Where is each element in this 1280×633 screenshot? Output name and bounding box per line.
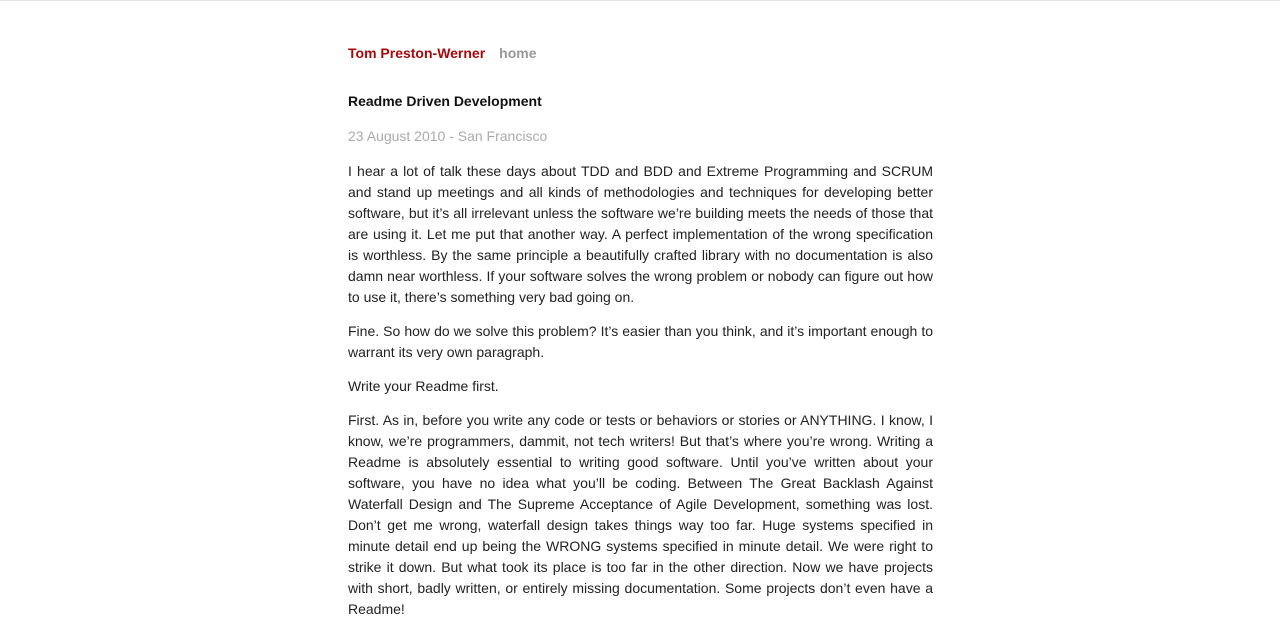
paragraph: I hear a lot of talk these days about TDD and BDD and Extreme Programming and SCRUM and stand up meetings and all kinds of methodologies and techniques for developing better software, but it’s all irrelevant unless the software we’re building meets the needs of those that are using it. Let me put that another way. A perfect implementation of the wrong specification is worthless. By the same principle a beautifully crafted library with no documentation is also damn near worthless. If your software solves the wrong problem or nobody can figure out how to use it, there’s something very bad going on. bbox=[348, 163, 933, 305]
post-body bbox=[348, 161, 933, 633]
top-border bbox=[0, 0, 1280, 1]
paragraph: First. As in, before you write any code or tests or behaviors or stories or ANYTHING. I know, I know, we’re programmers, dammit, not tech writers! But that’s where you’re wrong. Writing a Readme is absolutely essential to writing good software. Until you’ve written about your software, you have no idea what you’ll be coding. Between The Great Backlash Against Waterfall Design and The Supreme Acceptance of Agile Development, something was lost. Don’t get me wrong, waterfall design takes things way too far. Huge systems specified in minute detail end up being the WRONG systems specified in minute detail. We were right to strike it down. But what took its place is too far in the other direction. Now we have projects with short, badly written, or entirely missing documentation. Some projects don’t even have a Readme! bbox=[348, 412, 933, 617]
nav-home-link[interactable]: home bbox=[499, 45, 537, 61]
paragraph: Fine. So how do we solve this problem? It’s easier than you think, and it’s important enough to warrant its very own paragraph. bbox=[348, 323, 933, 360]
post-title: Readme Driven Development bbox=[348, 93, 542, 109]
site-header bbox=[348, 45, 537, 61]
site-title-link[interactable]: Tom Preston-Werner bbox=[348, 45, 486, 61]
paragraph: Write your Readme first. bbox=[348, 378, 499, 394]
post-meta: 23 August 2010 - San Francisco bbox=[348, 128, 548, 144]
